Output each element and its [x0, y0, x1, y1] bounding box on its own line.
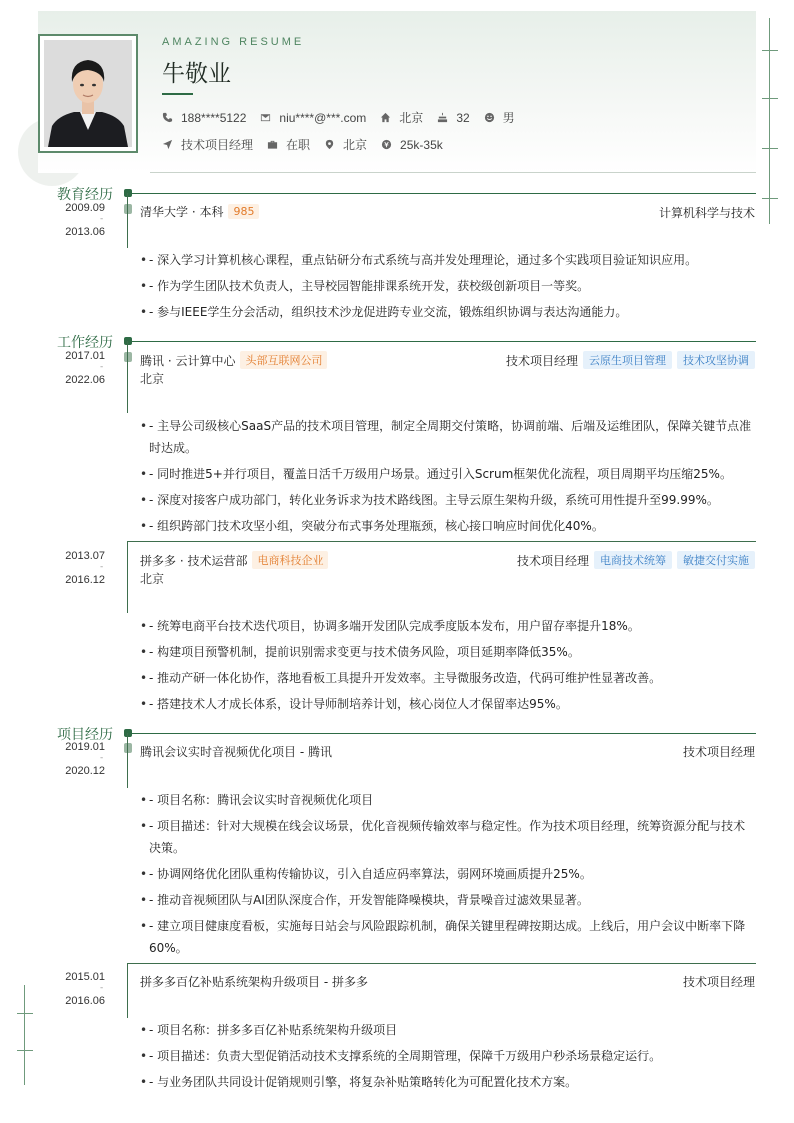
location-pin-icon — [324, 139, 335, 150]
decorative-line — [769, 18, 770, 224]
company-name: 拼多多 · 技术运营部 — [140, 553, 248, 568]
project-title — [140, 973, 368, 990]
avatar — [44, 40, 132, 147]
home-icon — [380, 112, 391, 123]
decorative-tick — [17, 1013, 33, 1014]
entry-end-date: 2020.12 — [65, 765, 105, 777]
status-info — [267, 136, 310, 153]
phone-icon — [162, 112, 173, 123]
salary-info — [381, 138, 443, 152]
work-bullets — [140, 615, 756, 719]
list-item: • - 推动产研一体化协作，落地看板工具提升开发效率。主导微服务改造，代码可维护性显著改善。 — [140, 667, 756, 689]
section-title-education: 教育经历 — [57, 187, 113, 203]
mail-icon — [260, 112, 271, 123]
entry-start-date: 2019.01 — [65, 741, 105, 753]
city-info — [380, 109, 423, 126]
work-location: 北京 — [140, 572, 165, 586]
decorative-tick — [762, 148, 778, 149]
target-position: 技术项目经理 — [181, 138, 254, 152]
phone-number: 188****5122 — [181, 110, 247, 125]
list-item: • - 参与IEEE学生分会活动，组织技术沙龙促进跨专业交流，锻炼组织协调与表达沟通能力。 — [140, 301, 756, 323]
entry-end-date: 2013.06 — [65, 226, 105, 238]
list-item: • - 协调网络优化团队重构传输协议，引入自适应码率算法，弱网环境画质提升25%。 — [140, 863, 756, 885]
project-bullets — [140, 789, 756, 963]
entry-end-date: 2016.06 — [65, 995, 105, 1007]
company-tag: 电商科技企业 — [252, 551, 328, 569]
job-role: 技术项目经理 — [516, 553, 589, 568]
company-tag: 头部互联网公司 — [240, 351, 327, 369]
list-item: • - 项目描述：针对大规模在线会议场景，优化音视频传输效率与稳定性。作为技术项目经理，统筹资源分配与技术决策。 — [140, 815, 756, 859]
section-divider — [125, 341, 756, 342]
age-info — [437, 111, 469, 125]
project-name: 腾讯会议实时音视频优化项目 - 腾讯 — [140, 745, 332, 759]
section-marker — [124, 189, 132, 197]
cake-icon — [437, 112, 448, 123]
candidate-name: 牛敬业 — [162, 61, 231, 87]
age: 32 — [456, 110, 470, 125]
date-separator: - — [100, 214, 104, 224]
project-role-area — [683, 743, 755, 760]
divider — [150, 172, 756, 173]
job-intent-row — [162, 136, 457, 153]
gender-info — [484, 109, 515, 126]
section-divider — [125, 193, 756, 194]
school-name: 清华大学 · 本科 — [140, 205, 224, 219]
list-item: • - 主导公司级核心SaaS产品的技术项目管理，制定全周期交付策略，协调前端、后端及运维团队，保障关键节点准时达成。 — [140, 415, 756, 459]
briefcase-icon — [267, 139, 278, 150]
money-icon — [381, 139, 392, 150]
expected-city: 北京 — [343, 138, 368, 152]
project-name: 拼多多百亿补贴系统架构升级项目 - 拼多多 — [140, 975, 368, 989]
skill-tag: 电商技术统筹 — [594, 551, 672, 569]
list-item: • - 搭建技术人才成长体系，设计导师制培养计划，核心岗位人才保留率达95%。 — [140, 693, 756, 715]
entry-end-date: 2016.12 — [65, 574, 105, 586]
smile-icon — [484, 112, 495, 123]
decorative-tick — [762, 98, 778, 99]
list-item: • - 统筹电商平台技术迭代项目，协调多端开发团队完成季度版本发布，用户留存率提升18%。 — [140, 615, 756, 637]
project-role: 技术项目经理 — [682, 975, 755, 989]
list-item: • - 组织跨部门技术攻坚小组，突破分布式事务处理瓶颈，核心接口响应时间优化40%。 — [140, 515, 756, 537]
list-item: • - 深入学习计算机核心课程，重点钻研分布式系统与高并发处理理论，通过多个实践项目验证知识应用。 — [140, 249, 756, 271]
education-title — [140, 203, 259, 220]
company-name: 腾讯 · 云计算中心 — [140, 353, 236, 368]
entry-line — [127, 963, 128, 1018]
skill-tag: 云原生项目管理 — [583, 351, 672, 369]
entry-line — [127, 541, 128, 613]
section-marker — [124, 337, 132, 345]
city: 北京 — [399, 111, 424, 125]
entry-start-date: 2013.07 — [65, 550, 105, 562]
skill-tag: 技术攻坚协调 — [677, 351, 755, 369]
list-item: • - 与业务团队共同设计促销规则引擎，将复杂补贴策略转化为可配置化技术方案。 — [140, 1071, 756, 1093]
entry-line — [127, 341, 128, 413]
entry-line — [127, 193, 128, 248]
project-bullets — [140, 1019, 756, 1097]
work-bullets — [140, 415, 756, 541]
section-title-work: 工作经历 — [57, 335, 113, 351]
section-marker — [124, 729, 132, 737]
work-title — [140, 351, 327, 369]
major-name: 计算机科学与技术 — [658, 206, 755, 220]
phone-info — [162, 111, 246, 125]
job-role: 技术项目经理 — [505, 353, 578, 368]
work-role-area — [506, 351, 755, 369]
contact-info-row — [162, 109, 529, 126]
date-separator: - — [100, 562, 104, 572]
decorative-tick — [17, 1050, 33, 1051]
decorative-tick — [762, 50, 778, 51]
work-role-area — [517, 551, 755, 569]
skill-tag: 敏捷交付实施 — [677, 551, 755, 569]
employment-status: 在职 — [286, 138, 311, 152]
list-item: • - 项目名称：拼多多百亿补贴系统架构升级项目 — [140, 1019, 756, 1041]
list-item: • - 项目名称：腾讯会议实时音视频优化项目 — [140, 789, 756, 811]
entry-divider — [127, 541, 756, 542]
decorative-tick — [762, 198, 778, 199]
position-info — [162, 136, 253, 153]
school-tag: 985 — [228, 204, 259, 219]
resume-tagline: AMAZING RESUME — [162, 36, 305, 48]
section-divider — [125, 733, 756, 734]
expected-salary: 25k-35k — [400, 137, 443, 152]
date-separator: - — [100, 983, 104, 993]
project-title — [140, 743, 332, 760]
section-title-projects: 项目经历 — [57, 727, 113, 743]
portrait-image — [44, 40, 132, 147]
entry-marker — [124, 204, 132, 214]
expected-city-info — [324, 136, 367, 153]
work-title — [140, 551, 328, 569]
project-role: 技术项目经理 — [682, 745, 755, 759]
list-item: • - 作为学生团队技术负责人，主导校园智能排课系统开发，获校级创新项目一等奖。 — [140, 275, 756, 297]
project-role-area — [683, 973, 755, 990]
list-item: • - 建立项目健康度看板，实施每日站会与风险跟踪机制，确保关键里程碑按期达成。上线后，用户会议中断率下降60%。 — [140, 915, 756, 959]
entry-divider — [127, 963, 756, 964]
date-separator: - — [100, 362, 104, 372]
list-item: • - 项目描述：负责大型促销活动技术支撑系统的全周期管理，保障千万级用户秒杀场景稳定运行。 — [140, 1045, 756, 1067]
major — [659, 204, 755, 221]
gender: 男 — [502, 111, 515, 125]
entry-marker — [124, 352, 132, 362]
education-bullets — [140, 249, 756, 327]
work-location: 北京 — [140, 372, 165, 386]
list-item: • - 推动音视频团队与AI团队深度合作，开发智能降噪模块，背景噪音过滤效果显著。 — [140, 889, 756, 911]
entry-start-date: 2015.01 — [65, 971, 105, 983]
send-icon — [162, 139, 173, 150]
date-separator: - — [100, 753, 104, 763]
name-underline — [162, 93, 193, 95]
list-item: • - 同时推进5+并行项目，覆盖日活千万级用户场景。通过引入Scrum框架优化流程，项目周期平均压缩25%。 — [140, 463, 756, 485]
list-item: • - 构建项目预警机制，提前识别需求变更与技术债务风险，项目延期率降低35%。 — [140, 641, 756, 663]
profile-photo — [38, 34, 138, 153]
email-address: niu****@***.com — [279, 110, 367, 125]
entry-line — [127, 733, 128, 788]
entry-marker — [124, 743, 132, 753]
decorative-line — [24, 985, 25, 1085]
entry-start-date: 2009.09 — [65, 202, 105, 214]
entry-start-date: 2017.01 — [65, 350, 105, 362]
list-item: • - 深度对接客户成功部门，转化业务诉求为技术路线图。主导云原生架构升级，系统可用性提升至99.99%。 — [140, 489, 756, 511]
email-info — [260, 111, 366, 125]
entry-end-date: 2022.06 — [65, 374, 105, 386]
